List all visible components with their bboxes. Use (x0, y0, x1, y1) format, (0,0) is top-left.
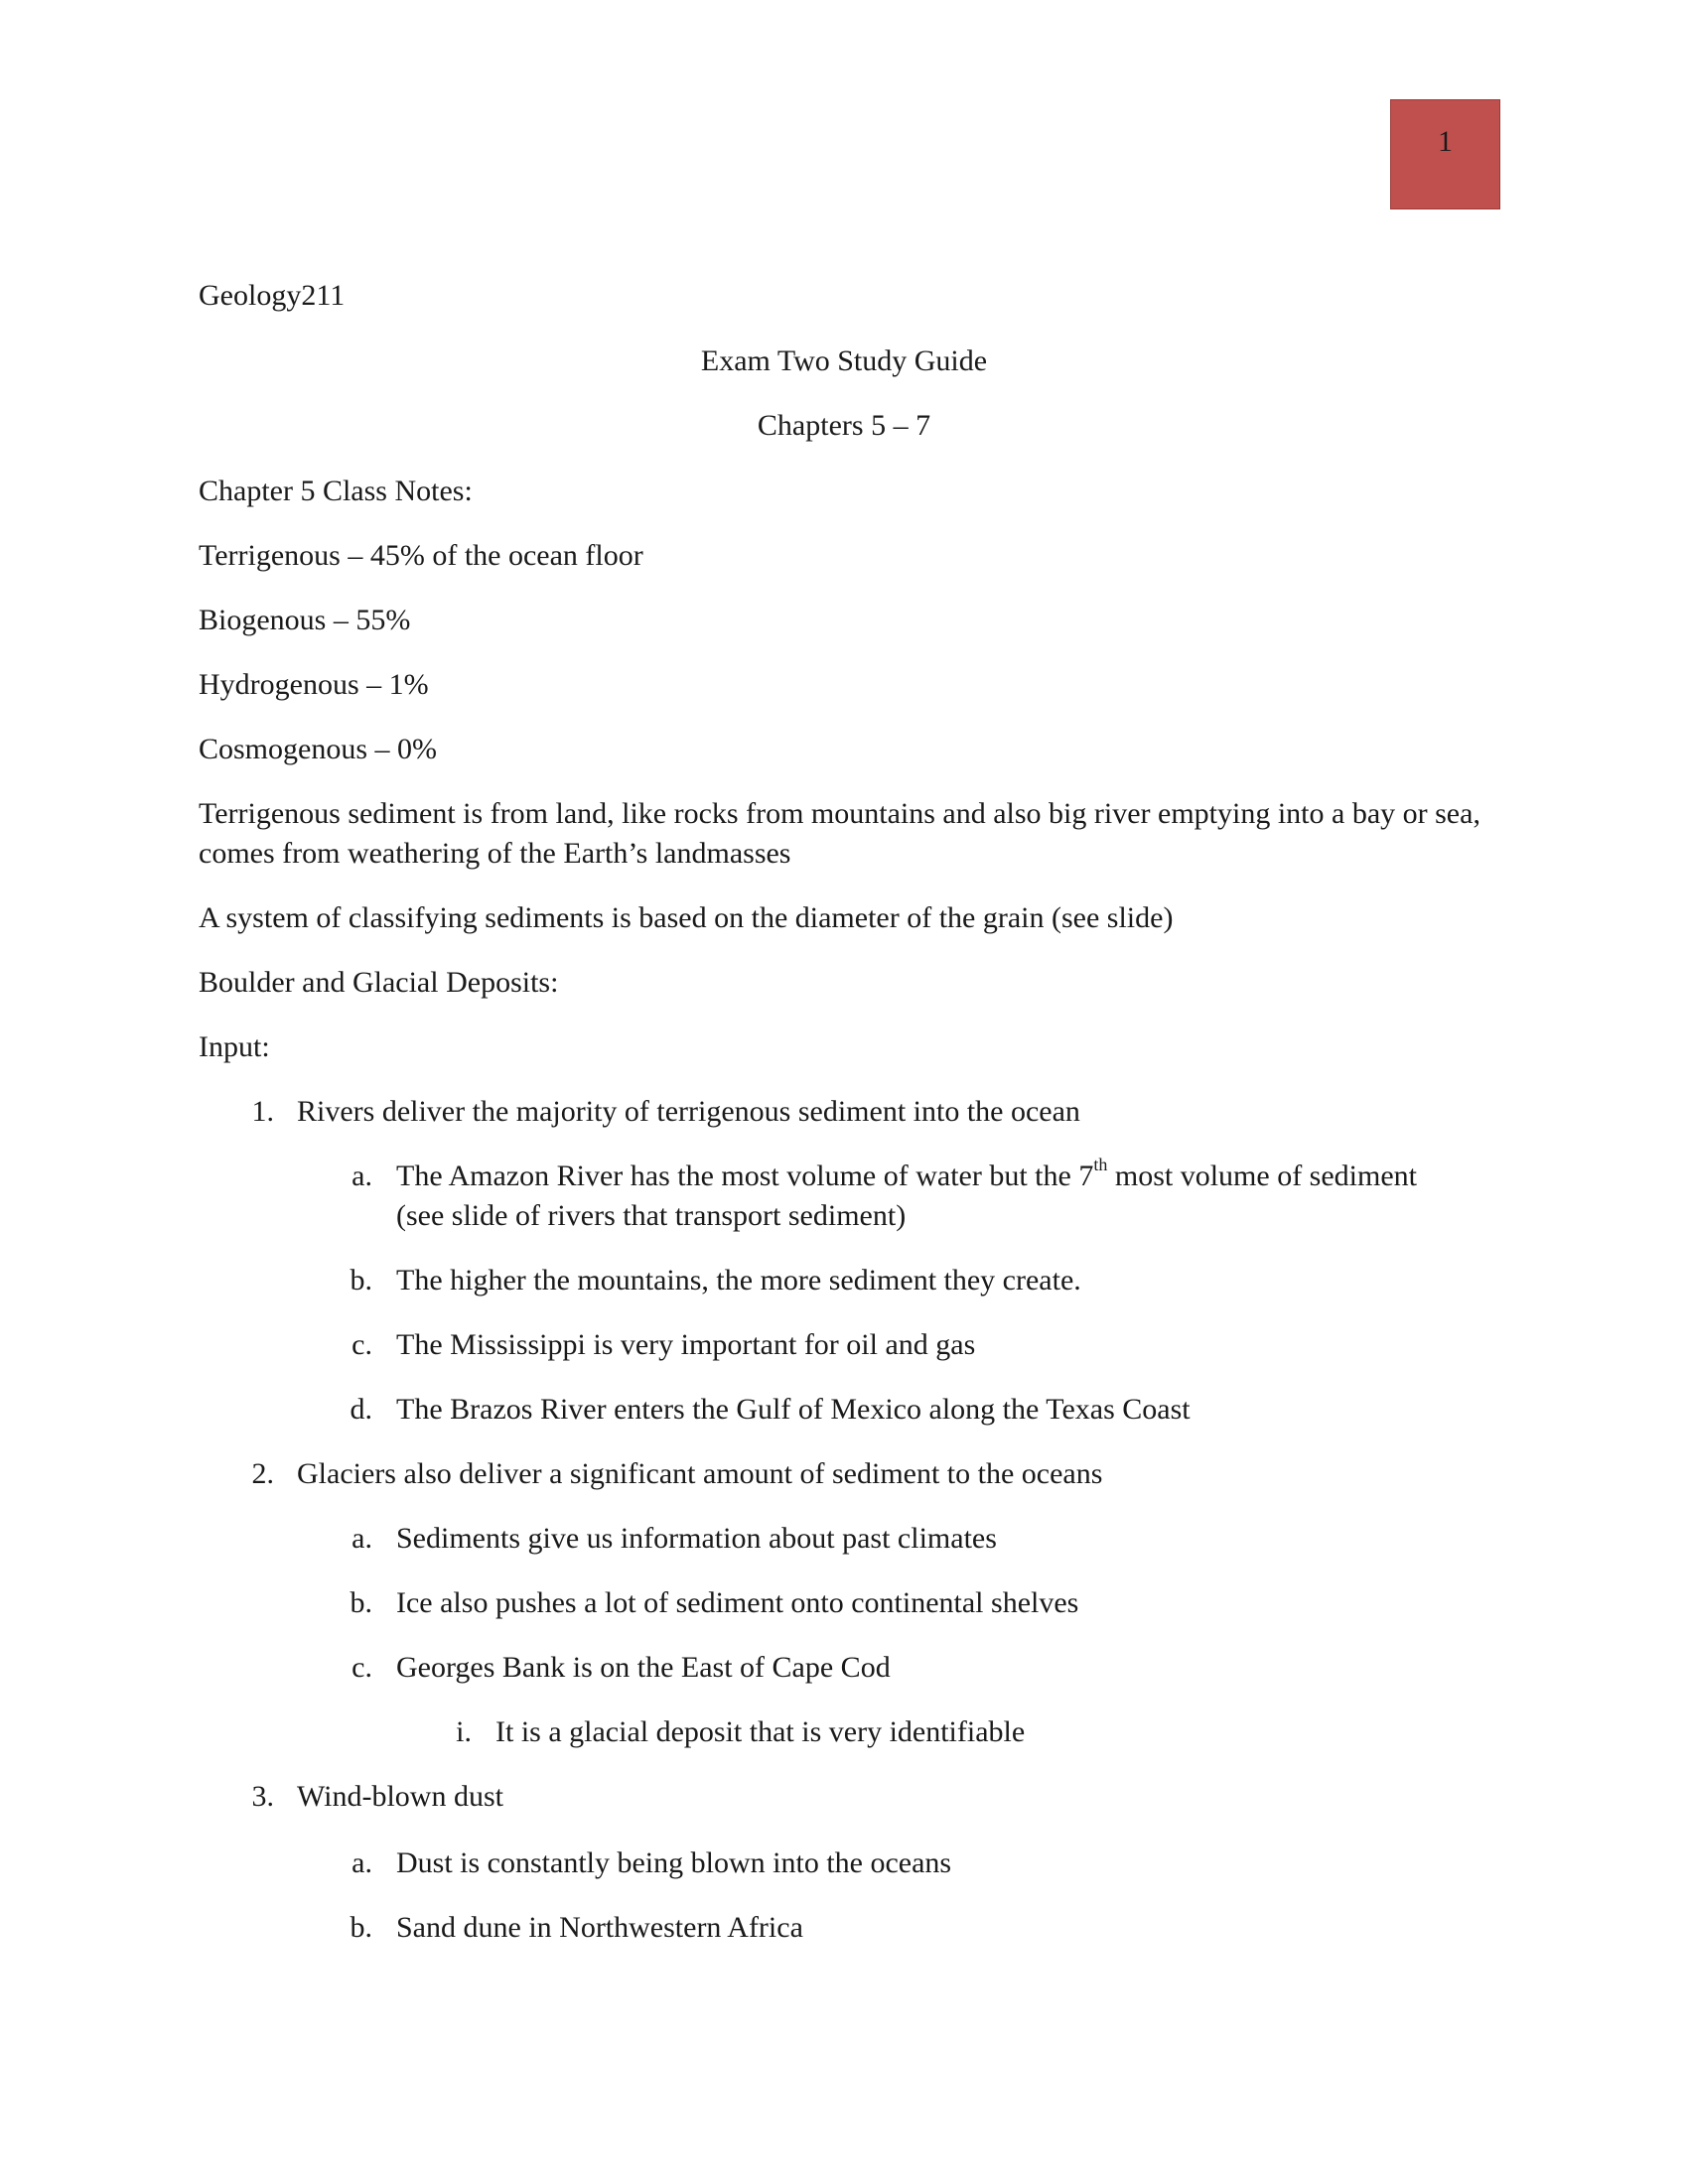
document-title: Exam Two Study Guide (700, 344, 988, 377)
list-marker: i. (456, 1715, 472, 1748)
document-subtitle: Chapters 5 – 7 (757, 409, 931, 442)
input-heading: Input: (199, 1030, 270, 1063)
list-item-text: Sediments give us information about past climates (396, 1522, 997, 1555)
list-marker: 1. (251, 1095, 274, 1128)
classification-paragraph: A system of classifying sediments is based on the diameter of the grain (see slide) (199, 901, 1174, 934)
list-item-text: Wind-blown dust (297, 1780, 503, 1813)
composition-cosmogenous: Cosmogenous – 0% (199, 733, 437, 765)
list-item-text: The Mississippi is very important for oil and gas (396, 1328, 976, 1361)
composition-hydrogenous: Hydrogenous – 1% (199, 668, 429, 701)
list-item-text (396, 1157, 1429, 1236)
composition-terrigenous: Terrigenous – 45% of the ocean floor (199, 539, 643, 572)
composition-biogenous: Biogenous – 55% (199, 604, 411, 636)
list-marker: b. (350, 1911, 372, 1944)
list-marker: a. (352, 1522, 372, 1555)
list-marker: d. (350, 1393, 372, 1426)
list-item-text: Rivers deliver the majority of terrigenous sediment into the ocean (297, 1095, 1080, 1128)
list-item-text: Sand dune in Northwestern Africa (396, 1911, 803, 1944)
text-segment: most volume of sediment (see slide of rivers that transport sediment) (396, 1160, 1417, 1232)
list-marker: a. (352, 1846, 372, 1879)
list-marker: c. (352, 1328, 372, 1361)
text-segment: The Amazon River has the most volume of water but the 7 (396, 1160, 1094, 1192)
list-item-text: Ice also pushes a lot of sediment onto continental shelves (396, 1586, 1079, 1619)
list-item-text: Dust is constantly being blown into the oceans (396, 1846, 952, 1879)
boulder-heading: Boulder and Glacial Deposits: (199, 966, 559, 999)
list-item-text: It is a glacial deposit that is very identifiable (495, 1715, 1026, 1748)
page-number-badge (1390, 99, 1500, 209)
page-number: 1 (1438, 125, 1453, 158)
list-marker: c. (352, 1651, 372, 1684)
list-marker: b. (350, 1264, 372, 1297)
list-marker: b. (350, 1586, 372, 1619)
terrigenous-paragraph: Terrigenous sediment is from land, like rocks from mountains and also big river emptying into a bay or sea, comes from weathering of the Earth’s landmasses (199, 797, 1480, 870)
list-item-text: Georges Bank is on the East of Cape Cod (396, 1651, 891, 1684)
list-marker: a. (352, 1160, 372, 1192)
superscript: th (1093, 1155, 1108, 1174)
list-marker: 2. (251, 1457, 274, 1490)
course-name: Geology211 (199, 279, 346, 312)
section-heading: Chapter 5 Class Notes: (199, 475, 473, 507)
list-item-text: The higher the mountains, the more sediment they create. (396, 1264, 1081, 1297)
list-marker: 3. (251, 1780, 274, 1813)
list-item-text: The Brazos River enters the Gulf of Mexico along the Texas Coast (396, 1393, 1191, 1426)
list-item-text: Glaciers also deliver a significant amount of sediment to the oceans (297, 1457, 1103, 1490)
